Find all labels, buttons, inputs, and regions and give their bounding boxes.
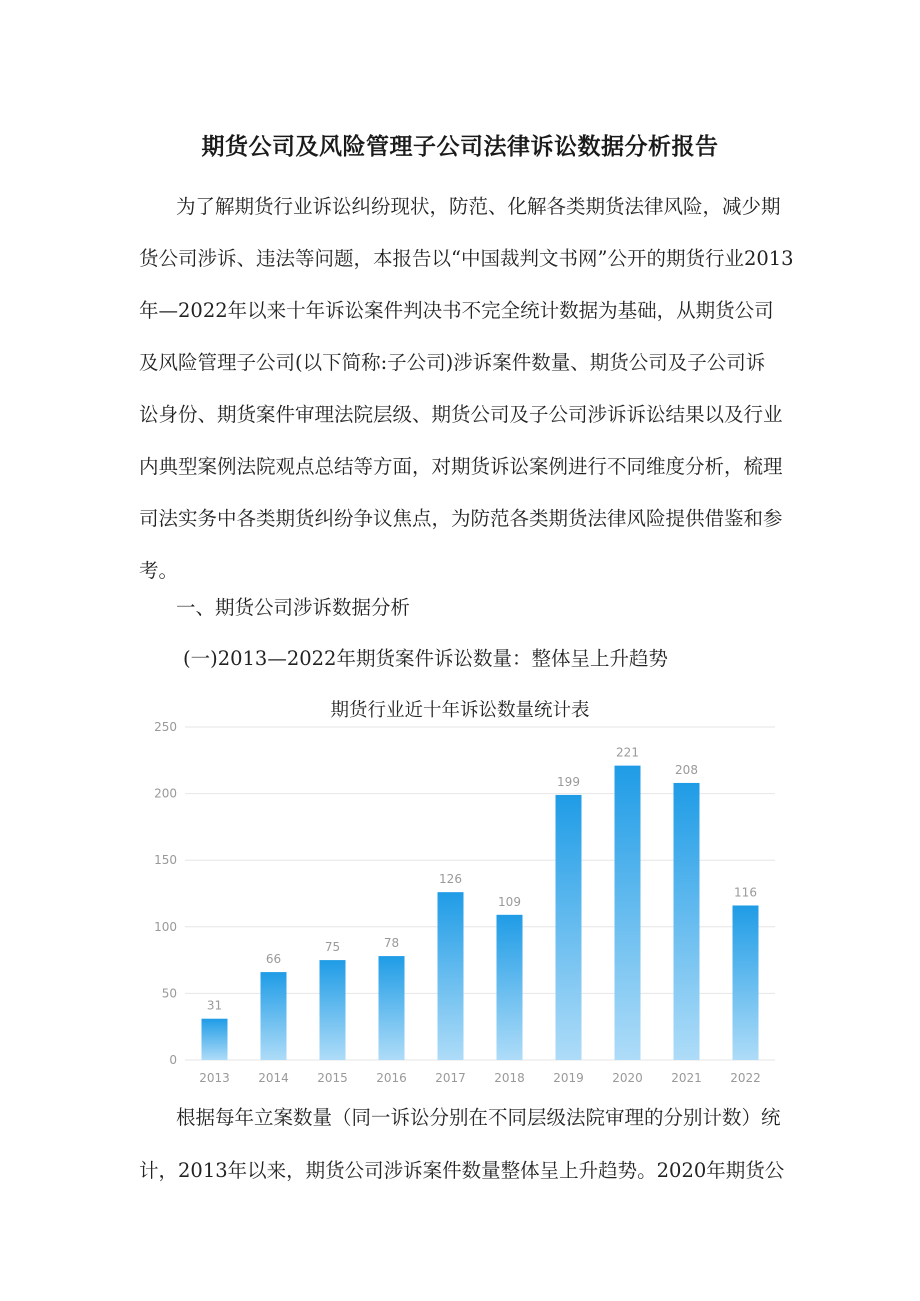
y-tick-label: 200 bbox=[154, 786, 177, 801]
bar bbox=[261, 972, 287, 1060]
x-tick-label: 2013 bbox=[199, 1071, 230, 1085]
document-title: 期货公司及风险管理子公司法律诉讼数据分析报告 bbox=[201, 134, 719, 160]
y-tick-label: 0 bbox=[169, 1053, 177, 1067]
x-tick-label: 2017 bbox=[435, 1071, 466, 1085]
intro-line: 年—2022年以来十年诉讼案件判决书不完全统计数据为基础，从期货公司 bbox=[139, 299, 774, 322]
data-label: 109 bbox=[498, 894, 521, 909]
data-label: 66 bbox=[265, 952, 282, 967]
x-tick-label: 2021 bbox=[671, 1071, 702, 1085]
x-tick-label: 2022 bbox=[730, 1071, 761, 1085]
bar bbox=[202, 1019, 228, 1060]
chart-y-ticks bbox=[154, 720, 177, 1067]
data-label: 126 bbox=[439, 872, 462, 887]
data-label: 75 bbox=[324, 940, 341, 955]
bar bbox=[438, 892, 464, 1060]
data-label: 31 bbox=[206, 998, 223, 1013]
analysis-line: 计，2013年以来，期货公司涉诉案件数量整体呈上升趋势。2020年期货公 bbox=[139, 1159, 785, 1182]
y-tick-label: 50 bbox=[161, 986, 177, 1001]
data-label: 208 bbox=[675, 762, 698, 777]
bar bbox=[674, 783, 700, 1060]
y-tick-label: 250 bbox=[154, 720, 177, 734]
y-tick-label: 150 bbox=[154, 853, 177, 868]
x-tick-label: 2015 bbox=[317, 1071, 348, 1085]
bar bbox=[379, 956, 405, 1060]
bar bbox=[615, 766, 641, 1060]
data-label: 116 bbox=[734, 885, 757, 900]
bar bbox=[733, 905, 759, 1060]
data-label: 199 bbox=[557, 774, 580, 789]
intro-line: 内典型案例法院观点总结等方面，对期货诉讼案例进行不同维度分析，梳理 bbox=[139, 455, 783, 478]
bar-chart bbox=[140, 712, 780, 1100]
intro-line: 考。 bbox=[139, 559, 179, 582]
bar bbox=[320, 960, 346, 1060]
chart-title: 期货行业近十年诉讼数量统计表 bbox=[330, 700, 590, 721]
bar bbox=[556, 795, 582, 1060]
intro-line: 货公司涉诉、违法等问题，本报告以“中国裁判文书网”公开的期货行业2013 bbox=[139, 247, 794, 270]
data-label: 78 bbox=[383, 936, 400, 951]
x-tick-label: 2019 bbox=[553, 1071, 584, 1085]
x-tick-label: 2020 bbox=[612, 1071, 643, 1085]
analysis-line: 根据每年立案数量（同一诉讼分别在不同层级法院审理的分别计数）统 bbox=[176, 1106, 781, 1129]
intro-line: 及风险管理子公司(以下简称:子公司)涉诉案件数量、期货公司及子公司诉 bbox=[139, 351, 766, 374]
intro-line: 讼身份、期货案件审理法院层级、期货公司及子公司涉诉诉讼结果以及行业 bbox=[139, 403, 783, 426]
x-tick-label: 2018 bbox=[494, 1071, 525, 1085]
intro-line: 为了解期货行业诉讼纠纷现状，防范、化解各类期货法律风险，减少期 bbox=[176, 195, 781, 218]
intro-line: 司法实务中各类期货纠纷争议焦点，为防范各类期货法律风险提供借鉴和参 bbox=[139, 507, 783, 530]
data-label: 221 bbox=[616, 745, 639, 760]
chart-x-ticks bbox=[199, 1071, 761, 1085]
y-tick-label: 100 bbox=[154, 919, 177, 934]
bar bbox=[497, 915, 523, 1060]
section-heading: 一、期货公司涉诉数据分析 bbox=[176, 596, 411, 619]
chart-bars bbox=[202, 766, 759, 1060]
x-tick-label: 2016 bbox=[376, 1071, 407, 1085]
x-tick-label: 2014 bbox=[258, 1071, 289, 1085]
subsection-heading: (一)2013—2022年期货案件诉讼数量：整体呈上升趋势 bbox=[183, 647, 668, 670]
